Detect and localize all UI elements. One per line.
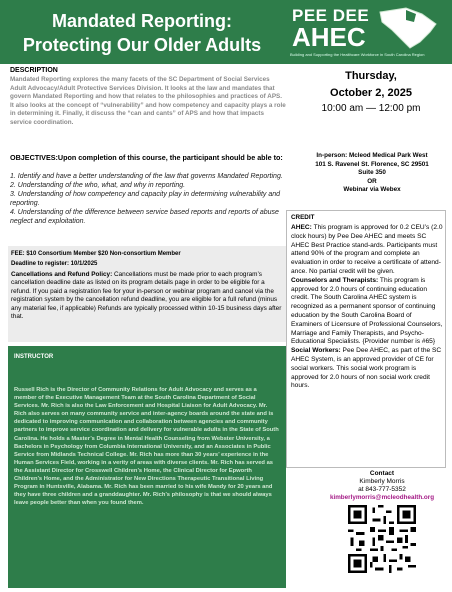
refund-policy [11, 271, 283, 321]
contact-phone[interactable]: at 843-777-5352 [358, 486, 406, 493]
social-worker-credit-title: Social Workers: [291, 347, 341, 355]
contact-section [323, 470, 441, 588]
objective-item: 4. Understanding of the difference between service based reports and reports of abuse neglect and exploitation. [10, 209, 279, 226]
refund-policy-title: Cancellations and Refund Policy: [11, 271, 113, 278]
event-time: 10:00 am — 12:00 pm [321, 103, 421, 114]
objective-item: 2. Understanding of the who, what, and why in reporting. [10, 182, 186, 190]
social-worker-credit-text: Pee Dee AHEC, as part of the SC AHEC System, is an approved provider of CE for social workers. This social work program is approved for 2.0 hours of non social work credit hours. [291, 347, 442, 390]
logo-main-text: AHEC [292, 22, 366, 52]
refund-policy-text: Cancellations must be made prior to each program’s cancellation deadline date as listed on its program details page in order to be eligible for a refund. If you paid a registration fee for your in-person or webinar program and cancel via the registration system by the cancellation refund deadline, you are eligible for a full refund (minus any material fee, if applicable) Refunds are typically processed within 10-15 business days after that. [11, 271, 282, 321]
contact-name: Kimberly Morris [359, 478, 405, 485]
logo-tagline: Building and Supporting the Healthcare Workforce in South Carolina Region [290, 52, 425, 57]
contact-email-link[interactable]: kimberlymorris@mcleodhealth.org [329, 494, 435, 501]
ahec-credit-title: AHEC: [291, 224, 312, 231]
logo-top-text: PEE DEE [292, 6, 370, 25]
page-title-line2: Protecting Our Older Adults [22, 35, 262, 55]
event-date: October 2, 2025 [330, 87, 412, 99]
registration-deadline: Deadline to register: 10/1/2025 [11, 261, 98, 267]
event-venue [292, 152, 452, 195]
description-text: Mandated Reporting explores the many facets of the SC Department of Social Services Adult Advocacy/Adult Protective Services Division. It looks at the law and mandates that govern Mandated Reporting and how that relates to the philosophies and practices of APS. It also looks at the concept of “vulnerability” and how competency and capacity plays a role in determining it. Finally, it discuss the “can and cants” of APS and how that impacts service coordination. [10, 76, 286, 126]
qr-code-icon[interactable] [348, 505, 416, 573]
instructor-heading: INSTRUCTOR [14, 354, 54, 360]
objectives-list [10, 173, 286, 227]
credit-heading: CREDIT [291, 214, 315, 221]
contact-heading: Contact [369, 470, 395, 477]
objective-item: 3. Understanding of how competency and capacity play in determining vulnerability and reporting. [10, 191, 281, 208]
counselor-credit-text: This program is approved for 2.0 hours of continuing education credit. The South Carolina AHEC system is recognized as a permanent sponsor of continuing education by the South Carolina Board of Examiners of Licensure of Professional Counselors, Marriage and Family Therapists, and Psycho-Educational Specialists. {Provider number is #65} [291, 276, 443, 346]
instructor-section [8, 346, 286, 588]
credit-section [286, 210, 446, 468]
page-title-line1: Mandated Reporting: [52, 11, 232, 31]
ahec-credit-text: This program is approved for 0.2 CEU’s (2.0 clock hours) by Pee Dee AHEC and meets SC AHEC Best Practice stand-ards. Participants must attend 90% of the program and complete an evaluation in order to receive a certificate of attend-ance. No partial credit will be given. [291, 224, 443, 275]
objectives-heading: OBJECTIVES:Upon completion of this course, the participant should be able to: [10, 153, 283, 162]
south-carolina-state-icon [376, 4, 442, 50]
credit-text [291, 224, 443, 391]
instructor-bio: Russell Rich is the Director of Community Relations for Adult Advocacy and serves as a member of the Executive Management Team at the South Carolina Department of Social Services. Mr. Rich is also the Law Enforcement and Hospital Liaison for Adult Advocacy. Mr. Rich also serves on many community service and inter-agency boards around the state and is dedicated to improving communication and collaboration between agencies and community partners to improve service coordination and delivery for vulnerable adults in the State of South Carolina. He holds a Master’s Degree in Mental Health Counseling from Webster University, a Bachelors in Psychology from Columbia International University, and an Associates in Public Service from Midlands Technical College. Mr. Rich has more than 30 years’ experience in the Human Services Field, working in a verity of areas with diverse clients. Mr. Rich has served as the Assistant Director for Crosswell Children’s Home, the Clinical Director for Epworth Children’s Home, and the Administrator for New Directions Therapeutic Transitional Living Program in Huntsville, Alabama. Mr. Rich has been married to his wife Mandy for 20 years and they have three children and a granddaughter. Mr. Rich’s philosophy is that we should always leave people better than when you found them. [14, 387, 279, 507]
venue-line: Webinar via Webex [343, 186, 401, 194]
fee-section [8, 246, 286, 342]
venue-line: In-person: Mcleod Medical Park West [316, 152, 428, 159]
counselor-credit-title: Counselors and Therapists: [291, 276, 379, 284]
description-heading: DESCRIPTION [10, 67, 58, 74]
fee-text: FEE: $10 Consortium Member $20 Non-consortium Member [11, 251, 181, 257]
pee-dee-ahec-logo [284, 0, 452, 64]
objective-item: 1. Identify and have a better understanding of the law that governs Mandated Reporting. [10, 173, 283, 180]
title-banner [0, 0, 284, 64]
venue-line: Suite 350 [358, 169, 386, 177]
venue-line: 101 S. Ravenel St. Florence, SC 29501 [315, 160, 429, 168]
venue-line: OR [367, 177, 377, 185]
event-date-block [290, 70, 452, 114]
event-day: Thursday, [345, 70, 397, 82]
